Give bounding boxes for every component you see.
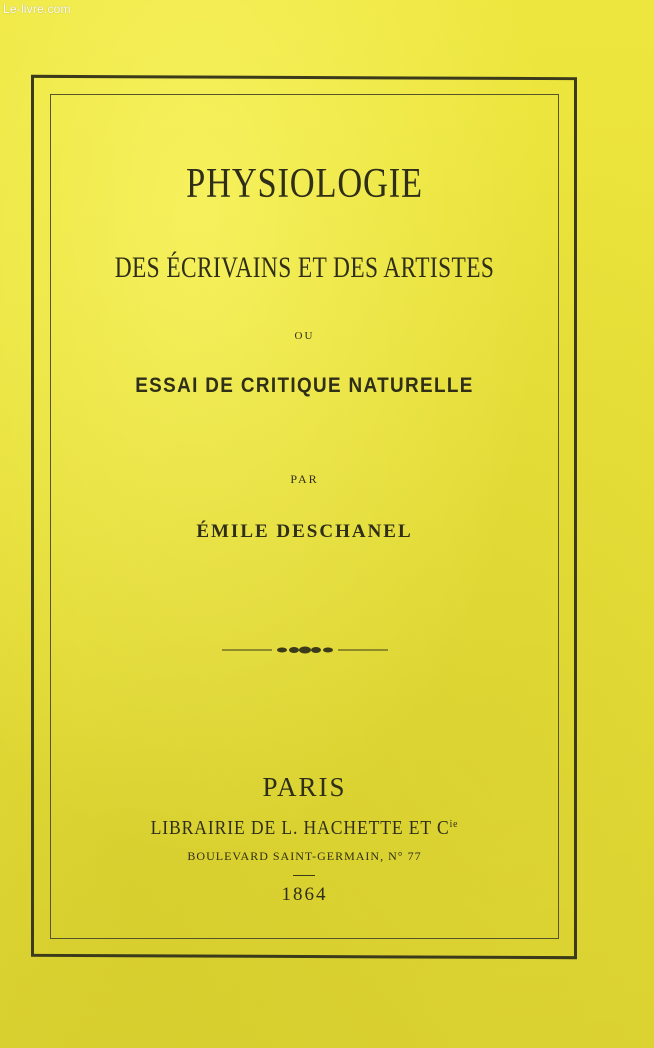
publication-year: 1864 bbox=[281, 884, 328, 905]
watermark-text: Le-livre.com bbox=[3, 2, 71, 16]
connector-word: OU bbox=[294, 330, 315, 342]
short-rule bbox=[293, 875, 315, 876]
book-title: PHYSIOLOGIE bbox=[186, 161, 423, 207]
publisher-suffix: ie bbox=[449, 818, 459, 830]
publisher-name: LIBRAIRIE DE L. HACHETTE ET C bbox=[150, 817, 450, 839]
author-name: ÉMILE DESCHANEL bbox=[196, 521, 413, 542]
publication-city: PARIS bbox=[262, 772, 347, 802]
inner-frame bbox=[50, 94, 559, 939]
by-word: PAR bbox=[290, 472, 319, 486]
publisher-line bbox=[81, 817, 529, 840]
ornament-divider-icon bbox=[220, 642, 390, 658]
book-alt-subtitle: ESSAI DE CRITIQUE NATURELLE bbox=[135, 374, 474, 397]
publisher-address: BOULEVARD SAINT-GERMAIN, N° 77 bbox=[187, 849, 422, 863]
book-subtitle: DES ÉCRIVAINS ET DES ARTISTES bbox=[114, 251, 495, 284]
